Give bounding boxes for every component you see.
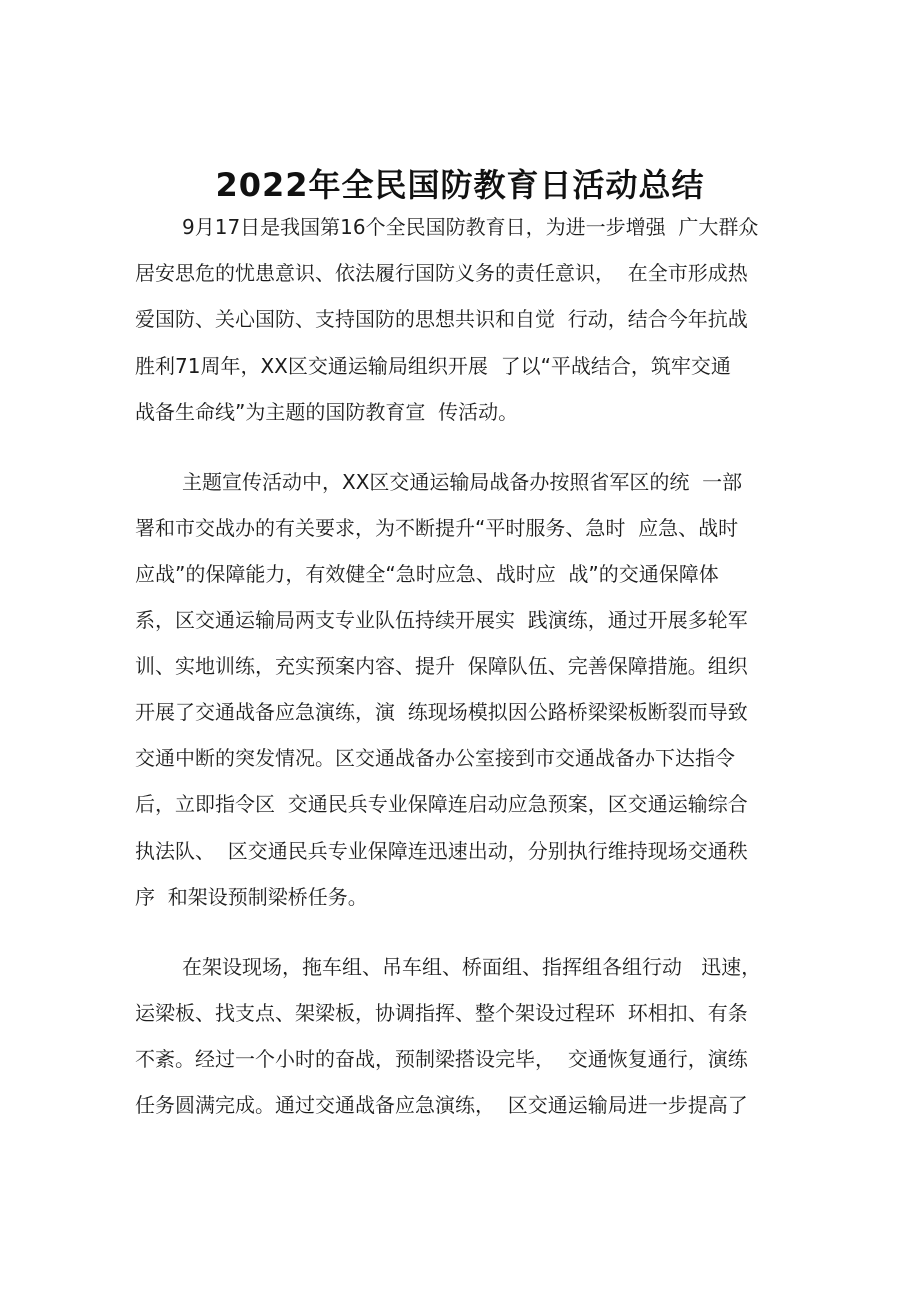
paragraph-line: 战备生命线”为主题的国防教育宣 传活动。: [135, 400, 519, 424]
paragraph-line: 应战”的保障能力，有效健全“急时应急、战时应 战”的交通保障体: [135, 562, 719, 586]
paragraph-line: 执法队、 区交通民兵专业保障连迅速出动，分别执行维持现场交通秩: [135, 839, 748, 863]
paragraph-line: 序 和架设预制梁桥任务。: [135, 885, 368, 909]
paragraph-line: 在架设现场，拖车组、吊车组、桥面组、指挥组各组行动 迅速，: [182, 955, 762, 979]
paragraph-line: 系，区交通运输局两支专业队伍持续开展实 践演练，通过开展多轮军: [135, 608, 748, 632]
paragraph-line: 运梁板、找支点、架梁板，协调指挥、整个架设过程环 环相扣、有条: [135, 1001, 748, 1025]
paragraph-line: 开展了交通战备应急演练，演 练现场模拟因公路桥梁梁板断裂而导致: [135, 700, 748, 724]
paragraph-line: 任务圆满完成。通过交通战备应急演练， 区交通运输局进一步提高了: [135, 1093, 748, 1117]
paragraph-line: 署和市交战办的有关要求，为不断提升“平时服务、急时 应急、战时: [135, 516, 739, 540]
paragraph-line: 后，立即指令区 交通民兵专业保障连启动应急预案，区交通运输综合: [135, 792, 748, 816]
paragraph-line: 不紊。经过一个小时的奋战，预制梁搭设完毕， 交通恢复通行，演练: [135, 1047, 748, 1071]
paragraph-line: 9月17日是我国第16个全民国防教育日，为进一步增强 广大群众: [182, 215, 759, 239]
paragraph-line: 爱国防、关心国防、支持国防的思想共识和自觉 行动，结合今年抗战: [135, 307, 748, 331]
paragraph-line: 居安思危的忧患意识、依法履行国防义务的责任意识， 在全市形成热: [135, 261, 748, 285]
paragraph-line: 训、实地训练，充实预案内容、提升 保障队伍、完善保障措施。组织: [135, 654, 748, 678]
document-title: 2022年全民国防教育日活动总结: [215, 166, 705, 204]
paragraph-line: 胜利71周年，XX区交通运输局组织开展 了以“平战结合，筑牢交通: [135, 354, 731, 378]
paragraph-line: 交通中断的突发情况。区交通战备办公室接到市交通战备办下达指令: [135, 746, 735, 770]
paragraph-line: 主题宣传活动中，XX区交通运输局战备办按照省军区的统 一部: [182, 470, 743, 494]
